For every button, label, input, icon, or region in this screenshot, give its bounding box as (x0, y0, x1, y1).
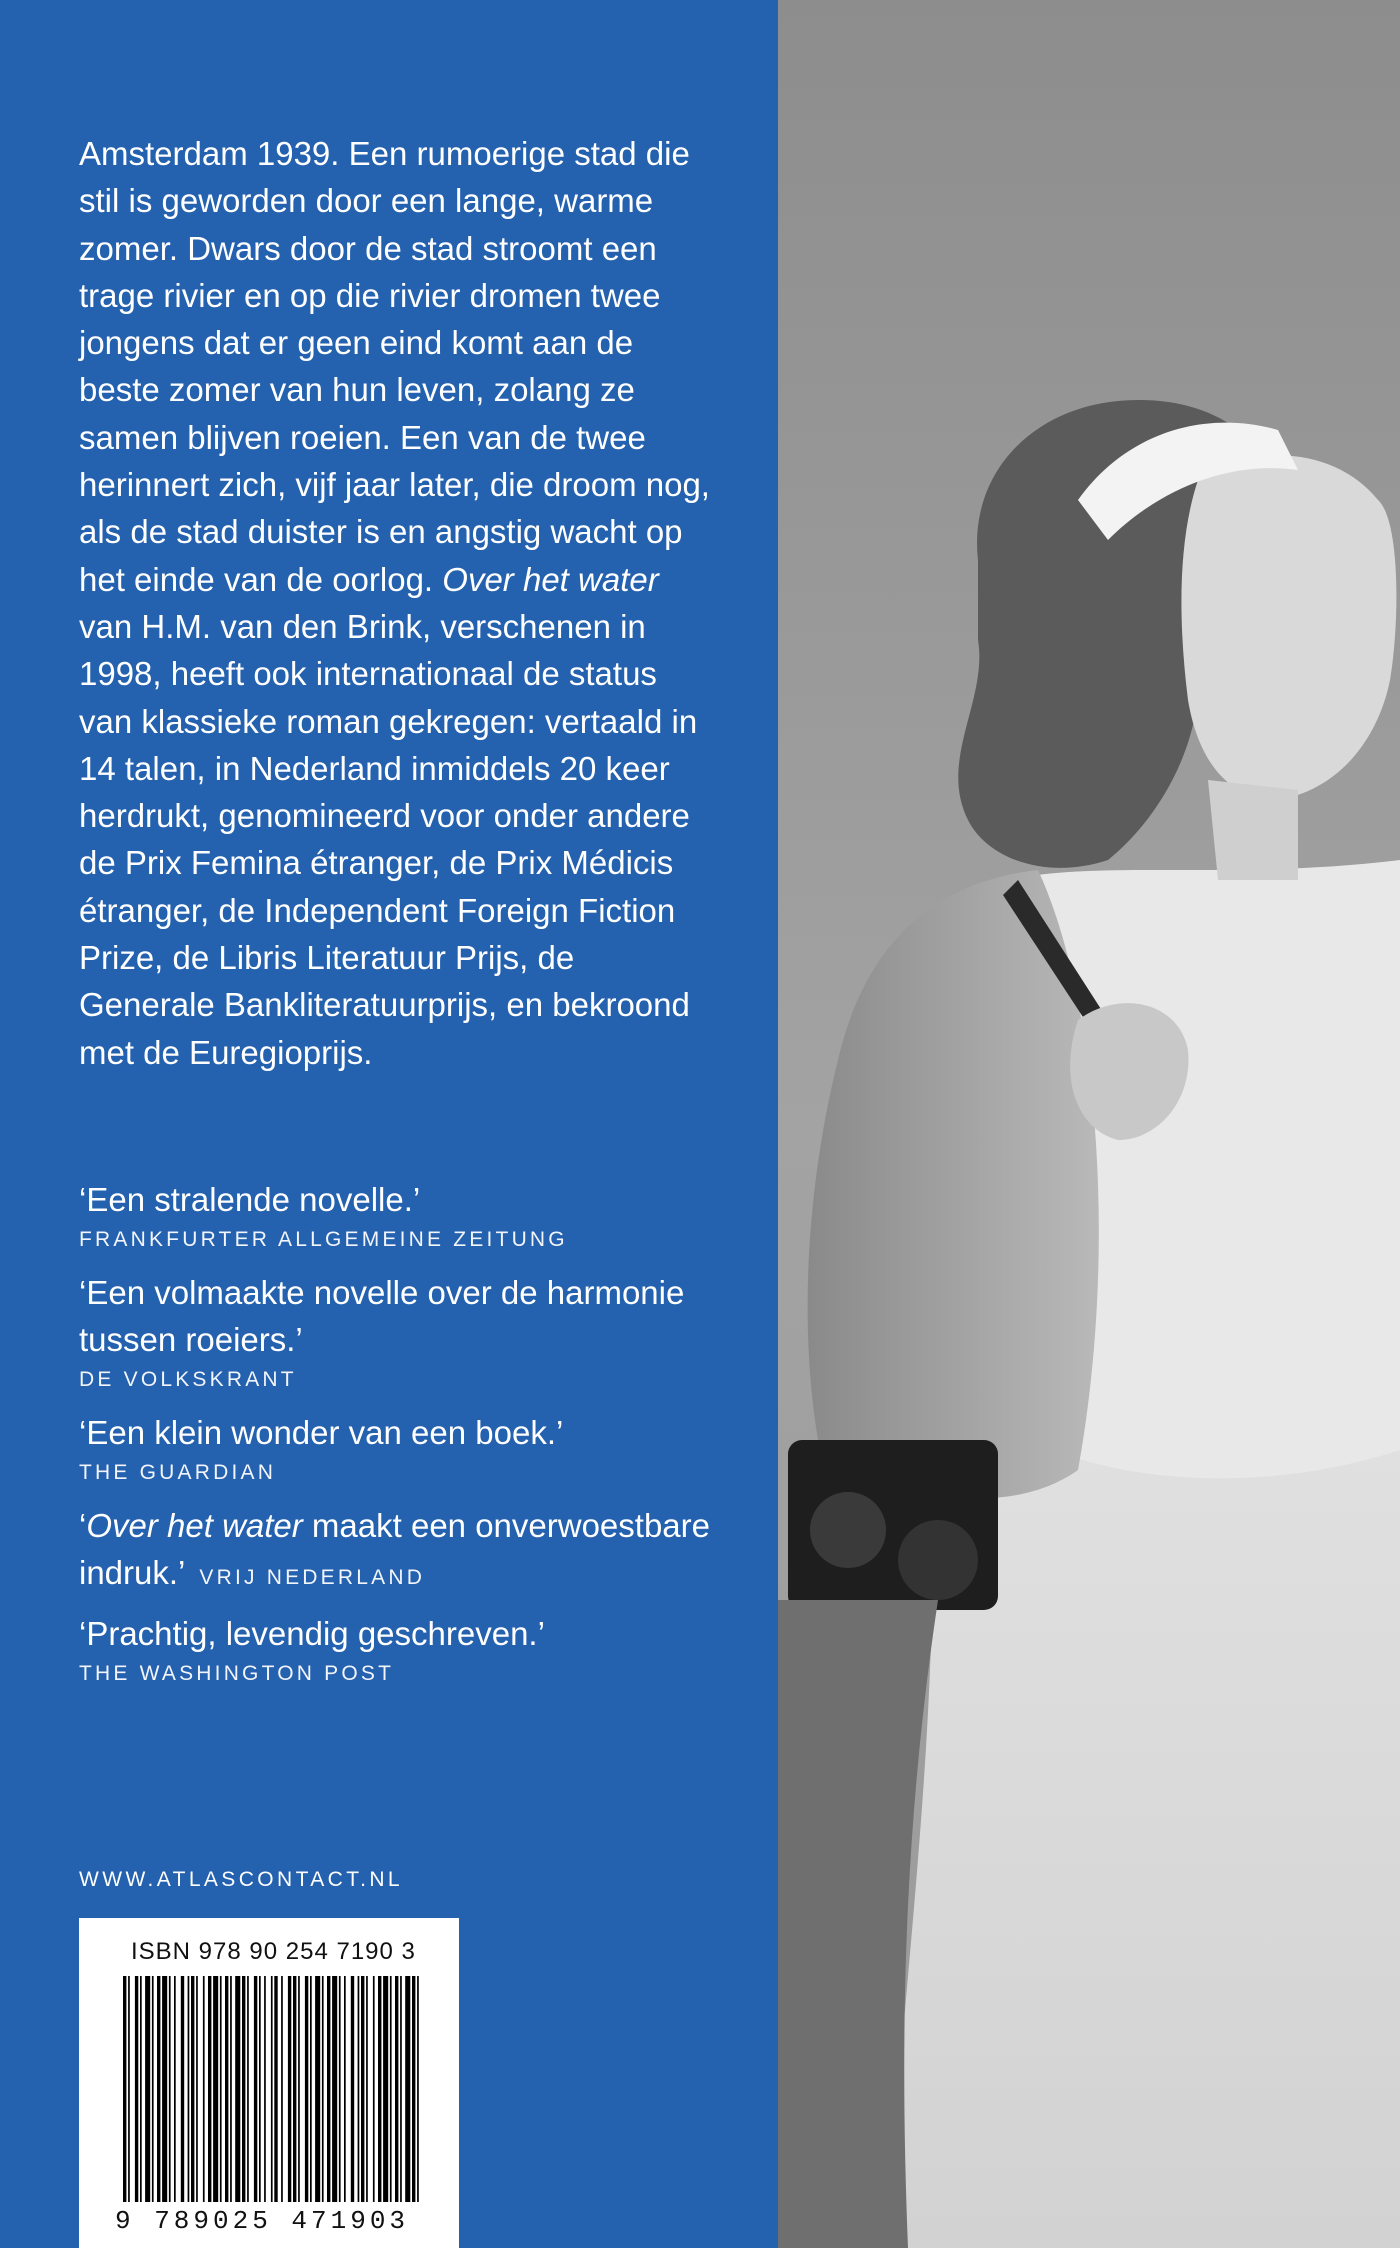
barcode-bar (145, 1976, 150, 2202)
photo-illustration (778, 0, 1400, 2248)
barcode-bar (293, 1976, 296, 2202)
quote-text: ‘Een volmaakte novelle over de harmonie tussen roeiers.’ (79, 1274, 685, 1358)
barcode-bar (361, 1976, 364, 2202)
barcode-bar (405, 1976, 410, 2202)
review-quote (79, 1409, 739, 1488)
cover-photo-woman-with-camera (778, 0, 1400, 2248)
review-quote (79, 1502, 739, 1596)
barcode-bar (181, 1976, 184, 2202)
quote-open-mark: ‘ (79, 1507, 87, 1544)
isbn-label: ISBN 978 90 254 7190 3 (131, 1938, 416, 1965)
barcode-bar (213, 1976, 218, 2202)
barcode-bar (417, 1976, 419, 2202)
barcode-bar (274, 1976, 277, 2202)
review-quote (79, 1176, 739, 1255)
barcode-bar (288, 1976, 291, 2202)
barcode-bar (140, 1976, 142, 2202)
barcode-bar (395, 1976, 398, 2202)
barcode-bar (162, 1976, 167, 2202)
barcode-bar (310, 1976, 312, 2202)
barcode-bar (366, 1976, 368, 2202)
barcode-bar (225, 1976, 228, 2202)
barcode-bar (358, 1976, 360, 2202)
quote-source: THE GUARDIAN (79, 1461, 277, 1484)
barcode-bar (254, 1976, 257, 2202)
barcode-bar (322, 1976, 324, 2202)
barcode-bar (344, 1976, 346, 2202)
barcode-bar (298, 1976, 300, 2202)
barcode-bar (123, 1976, 126, 2202)
quote-source: DE VOLKSKRANT (79, 1368, 297, 1391)
barcode-bar (390, 1976, 392, 2202)
barcode-bar (230, 1976, 232, 2202)
blurb-intro: Amsterdam 1939. Een rumoerige stad die stil is geworden door een lange, warme zomer. Dwars door de stad stroomt een trage rivier en op die rivier dromen twee jongens dat er geen eind komt aan de beste zomer van hun leven, zolang ze samen blijven roeien. Een van de twee herinnert zich, vijf jaar later, die droom nog, als de stad duister is en angstig wacht op het einde van de oorlog. (79, 135, 710, 598)
isbn-barcode (79, 1918, 459, 2248)
barcode-bar (327, 1976, 330, 2202)
blurb-text (79, 130, 719, 1076)
barcode-bar (203, 1976, 205, 2202)
barcode-bar (332, 1976, 337, 2202)
quote-text: ‘Prachtig, levendig geschreven.’ (79, 1615, 545, 1652)
quote-text (79, 1502, 739, 1596)
barcode-bar (174, 1976, 176, 2202)
barcode-bar (152, 1976, 154, 2202)
quote-source: VRIJ NEDERLAND (199, 1566, 426, 1589)
barcode-bar (400, 1976, 402, 2202)
barcode-bars (123, 1976, 423, 2202)
publisher-website: WWW.ATLASCONTACT.NL (79, 1868, 403, 1891)
barcode-bar (169, 1976, 171, 2202)
quote-text: ‘Een stralende novelle.’ (79, 1181, 421, 1218)
barcode-bar (242, 1976, 245, 2202)
barcode-bar (135, 1976, 138, 2202)
barcode-bar (378, 1976, 381, 2202)
blurb-details: van H.M. van den Brink, verschenen in 1998, heeft ook internationaal de status van klassieke roman gekregen: vertaald in 14 talen, in Nederland inmiddels 20 keer herdrukt, genomineerd voor onder andere de Prix Femina étranger, de Prix Médicis étranger, de Independent Foreign Fiction Prize, de Libris Literatuur Prijs, de Generale Bankliteratuurprijs, en bekroond met de Euregioprijs. (79, 607, 698, 1071)
barcode-bar (351, 1976, 354, 2202)
quote-book-title: Over het water (86, 1507, 303, 1544)
barcode-bar (264, 1976, 266, 2202)
review-quote (79, 1610, 739, 1689)
barcode-bar (220, 1976, 222, 2202)
barcode-bar (271, 1976, 273, 2202)
ean-digits: 9 789025 471903 (115, 2206, 410, 2236)
review-quote (79, 1269, 739, 1395)
barcode-bar (235, 1976, 240, 2202)
barcode-bar (383, 1976, 388, 2202)
barcode-bar (196, 1976, 198, 2202)
review-quotes (79, 1176, 739, 1703)
barcode-bar (339, 1976, 341, 2202)
barcode-bar (128, 1976, 130, 2202)
barcode-bar (305, 1976, 308, 2202)
blurb-book-title: Over het water (442, 560, 659, 598)
barcode-bar (315, 1976, 320, 2202)
barcode-bar (281, 1976, 283, 2202)
barcode-bar (157, 1976, 160, 2202)
quote-text: ‘Een klein wonder van een boek.’ (79, 1414, 564, 1451)
barcode-bar (412, 1976, 415, 2202)
barcode-bar (373, 1976, 375, 2202)
barcode-bar (208, 1976, 211, 2202)
quote-source: FRANKFURTER ALLGEMEINE ZEITUNG (79, 1228, 568, 1251)
barcode-bar (259, 1976, 261, 2202)
quote-rest: maakt een onverwoestbare indruk.’ (79, 1507, 710, 1591)
barcode-bar (191, 1976, 194, 2202)
barcode-bar (188, 1976, 190, 2202)
barcode-bar (247, 1976, 249, 2202)
quote-source: THE WASHINGTON POST (79, 1662, 395, 1685)
